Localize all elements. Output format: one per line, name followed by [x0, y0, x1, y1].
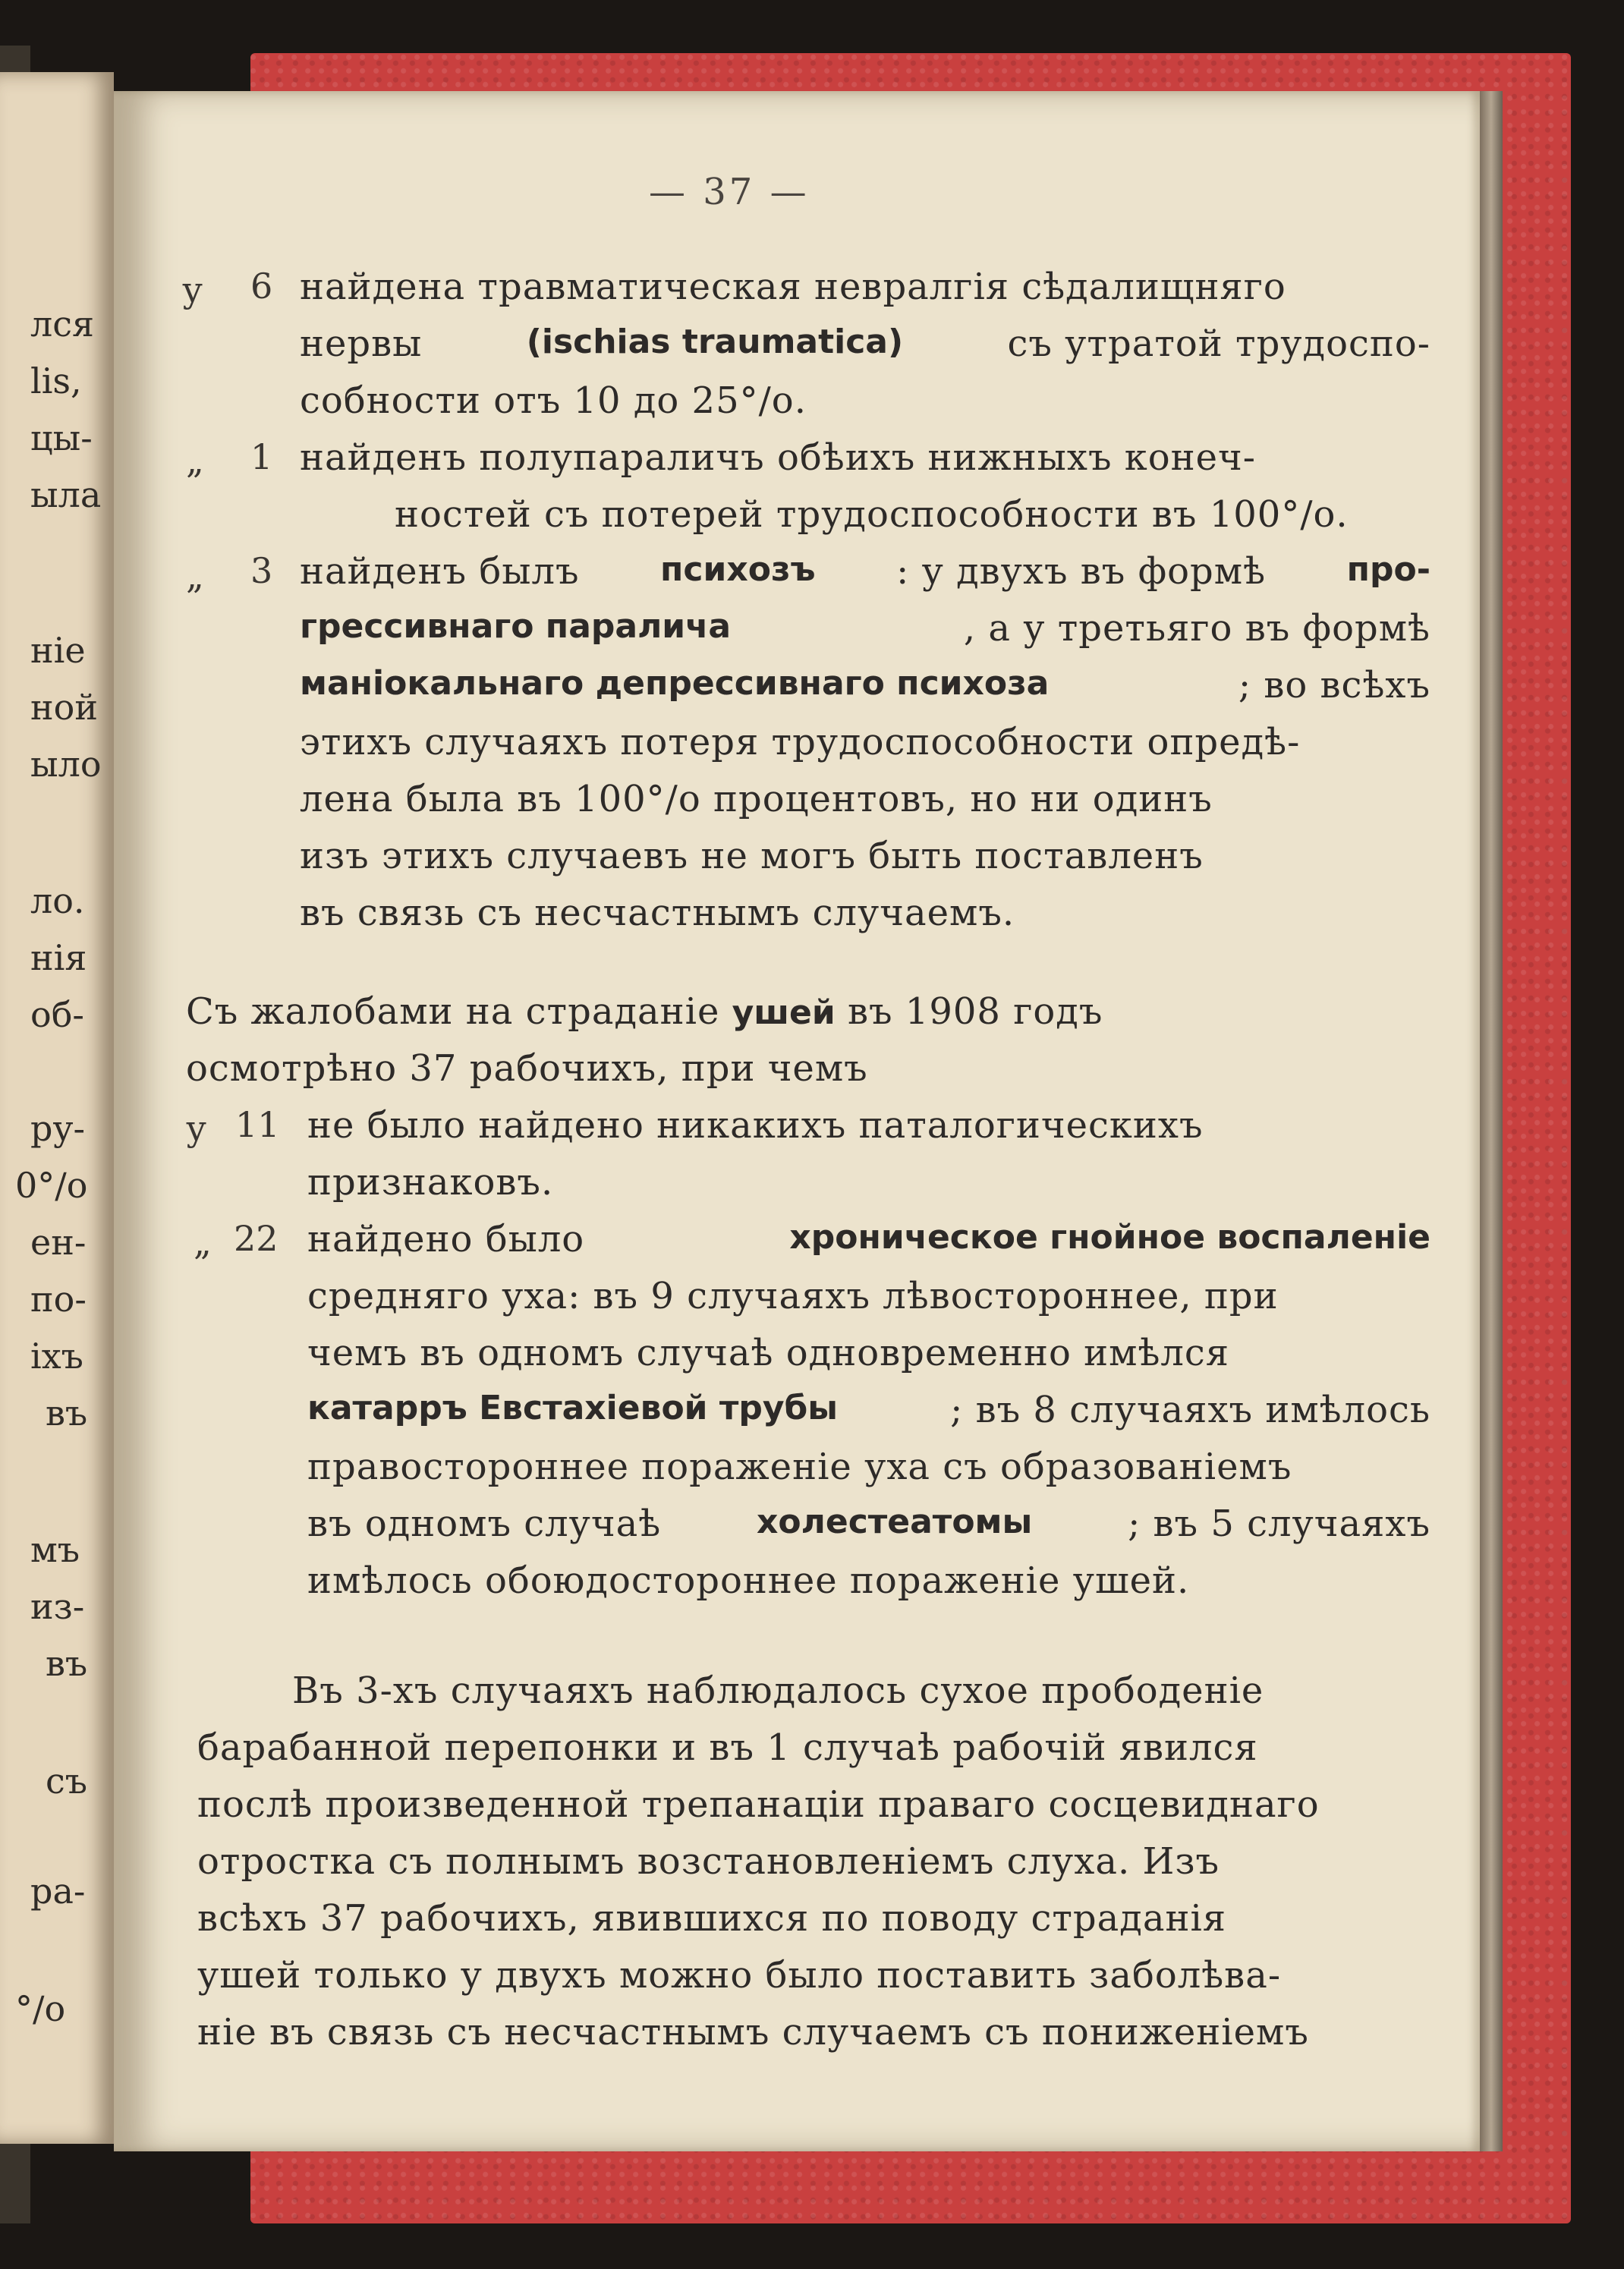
- marker: „: [194, 1222, 212, 1263]
- marker: 6: [250, 266, 273, 307]
- left-fragment: ру-: [30, 1108, 86, 1149]
- text-line: катарръ Евстахіевой трубы ; въ 8 случаяхъ имѣлось: [307, 1389, 1430, 1431]
- left-fragment: нія: [30, 937, 87, 978]
- right-page: [114, 91, 1480, 2151]
- text-line: лена была въ 100°/о процентовъ, но ни одинъ: [300, 778, 1213, 820]
- left-fragment: об-: [30, 994, 84, 1035]
- left-fragment: ніе: [30, 630, 86, 671]
- marker: у: [186, 1108, 207, 1149]
- text-line: найденъ полупараличъ обѣихъ нижныхъ конеч-: [300, 436, 1256, 479]
- text-line: Съ жалобами на страданіе ушей въ 1908 годъ: [186, 990, 1103, 1033]
- marker: 1: [250, 436, 273, 477]
- text-line: имѣлось обоюдостороннее пораженіе ушей.: [307, 1559, 1190, 1602]
- marker: „: [186, 555, 204, 596]
- marker: 11: [235, 1104, 280, 1145]
- text-line: собности отъ 10 до 25°/о.: [300, 379, 807, 422]
- left-fragment: 0°/о: [15, 1165, 88, 1206]
- text-line: правостороннее пораженіе уха съ образованіемъ: [307, 1446, 1292, 1488]
- left-fragment: іхъ: [30, 1336, 83, 1377]
- left-fragment: ыло: [30, 744, 102, 785]
- text-line: барабанной перепонки и въ 1 случаѣ рабочій явился: [197, 1726, 1258, 1769]
- text-line: послѣ произведенной трепанаціи праваго сосцевиднаго: [197, 1783, 1320, 1826]
- text-line: не было найдено никакихъ паталогическихъ: [307, 1104, 1204, 1147]
- left-fragment: лся: [30, 304, 95, 345]
- text-line: Въ 3-хъ случаяхъ наблюдалось сухое прободеніе: [292, 1669, 1264, 1712]
- text-line: изъ этихъ случаевъ не могъ быть поставленъ: [300, 835, 1204, 877]
- text-line: осмотрѣно 37 рабочихъ, при чемъ: [186, 1047, 868, 1090]
- text-line: грессивнаго паралича , а у третьяго въ формѣ: [300, 607, 1430, 650]
- left-fragment: мъ: [30, 1529, 80, 1570]
- text-line: всѣхъ 37 рабочихъ, явившихся по поводу страданія: [197, 1897, 1227, 1940]
- left-fragment: ра-: [30, 1871, 86, 1912]
- text-line: признаковъ.: [307, 1161, 554, 1204]
- text-line: найденъ былъ психозъ : у двухъ въ формѣ про-: [300, 550, 1430, 593]
- text-line: въ одномъ случаѣ холестеатомы ; въ 5 случаяхъ: [307, 1503, 1430, 1545]
- text-line: средняго уха: въ 9 случаяхъ лѣвостороннее, при: [307, 1275, 1279, 1317]
- marker: у: [182, 269, 203, 310]
- left-fragment: ен-: [30, 1222, 87, 1263]
- text-line: ніе въ связь съ несчастнымъ случаемъ съ пониженіемъ: [197, 2011, 1309, 2053]
- left-page: [0, 72, 114, 2144]
- left-fragment: lis,: [30, 360, 82, 401]
- text-line: чемъ въ одномъ случаѣ одновременно имѣлся: [307, 1332, 1230, 1374]
- left-fragment: цы-: [30, 417, 93, 458]
- text-line: маніокальнаго депрессивнаго психоза ; во всѣхъ: [300, 664, 1430, 707]
- left-fragment: въ: [46, 1393, 88, 1433]
- page-number: — 37 —: [649, 171, 810, 213]
- left-fragment: °/о: [15, 1988, 66, 2029]
- text-line: найдена травматическая невралгія сѣдалищняго: [300, 266, 1286, 308]
- text-line: этихъ случаяхъ потеря трудоспособности опредѣ-: [300, 721, 1301, 763]
- text-line: ностей съ потерей трудоспособности въ 100°/о.: [395, 493, 1349, 536]
- text-line: отростка съ полнымъ возстановленіемъ слуха. Изъ: [197, 1840, 1220, 1883]
- left-fragment: из-: [30, 1586, 85, 1627]
- page-edge: [1480, 91, 1503, 2151]
- left-fragment: ыла: [30, 474, 102, 515]
- left-fragment: съ: [46, 1761, 88, 1802]
- marker: 22: [234, 1218, 279, 1259]
- text-line: найдено было хроническое гнойное воспаленіе: [307, 1218, 1430, 1260]
- marker: „: [186, 440, 204, 481]
- left-fragment: ной: [30, 687, 99, 728]
- left-fragment: по-: [30, 1279, 87, 1320]
- left-fragment: ло.: [30, 880, 85, 921]
- text-line: въ связь съ несчастнымъ случаемъ.: [300, 892, 1015, 934]
- text-line: ушей только у двухъ можно было поставить заболѣва-: [197, 1954, 1282, 1997]
- left-fragment: въ: [46, 1643, 88, 1684]
- text-line: нервы (ischias traumatica) съ утратой трудоспо-: [300, 323, 1430, 365]
- marker: 3: [250, 550, 273, 591]
